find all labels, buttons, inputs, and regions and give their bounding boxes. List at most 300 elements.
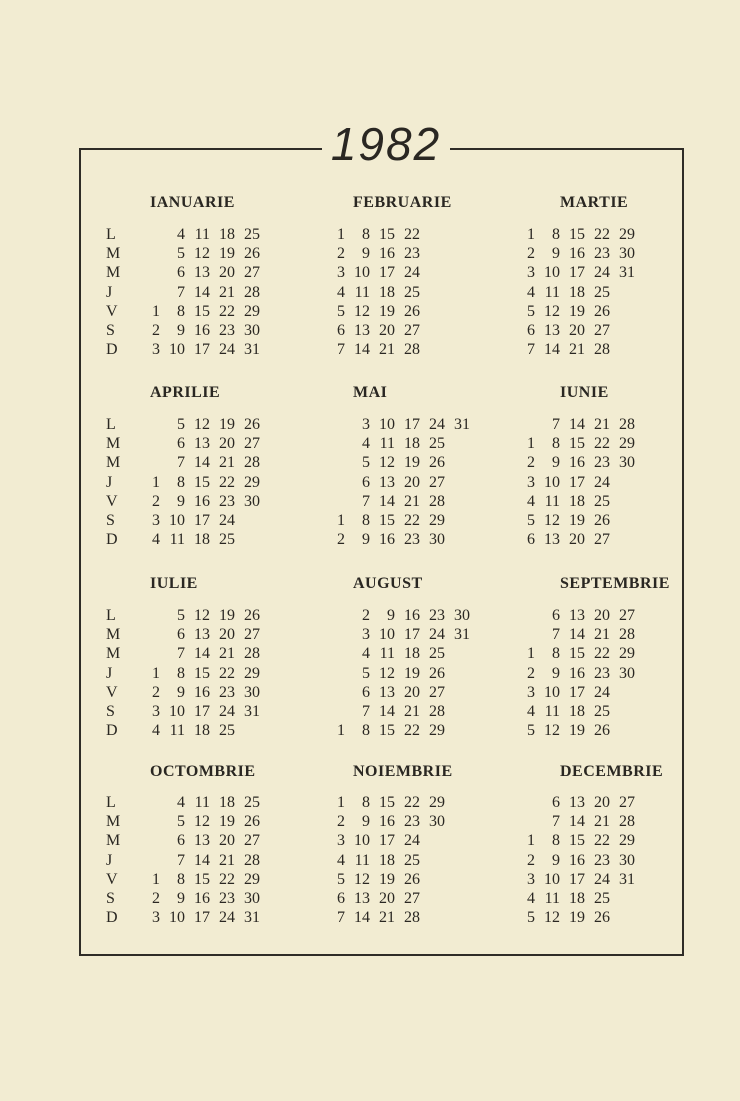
week-row: [515, 889, 685, 908]
date-cell: 2: [527, 851, 535, 869]
date-cell: 26: [244, 607, 260, 624]
date-cell: 22: [594, 832, 610, 850]
date-cell: 13: [544, 321, 560, 339]
date-cell: 15: [569, 435, 585, 453]
week-row: [140, 889, 310, 908]
week-row: [325, 511, 495, 530]
date-cell: 2: [527, 245, 535, 263]
date-cell: 13: [194, 626, 210, 644]
week-row: [325, 870, 495, 889]
month-title-mai: MAI: [353, 384, 388, 401]
date-cell: 3: [362, 626, 370, 644]
week-row: [325, 908, 495, 927]
month-title-aprilie: APRILIE: [150, 384, 221, 401]
date-cell: 29: [619, 832, 635, 850]
date-cell: 21: [594, 416, 610, 433]
date-cell: 27: [244, 435, 260, 453]
date-cell: 22: [219, 870, 235, 888]
date-cell: 11: [379, 645, 395, 663]
date-cell: 1: [527, 645, 535, 663]
date-cell: 6: [552, 607, 560, 624]
date-cell: 17: [379, 264, 395, 282]
day-letter: D: [106, 341, 118, 359]
week-row: [325, 851, 495, 870]
week-row: [140, 321, 310, 340]
date-cell: 24: [594, 264, 610, 282]
date-cell: 20: [594, 607, 610, 624]
date-cell: 6: [177, 626, 185, 644]
date-cell: 14: [354, 341, 370, 359]
date-cell: 17: [379, 832, 395, 850]
day-letter: M: [106, 645, 121, 663]
date-cell: 5: [527, 511, 535, 529]
date-cell: 22: [594, 226, 610, 243]
date-cell: 8: [362, 511, 370, 529]
date-cell: 25: [429, 645, 445, 663]
week-row: [325, 415, 495, 434]
week-row: [325, 283, 495, 302]
date-cell: 23: [219, 492, 235, 510]
week-row: [325, 683, 495, 702]
date-cell: 5: [527, 909, 535, 927]
date-cell: 2: [152, 321, 160, 339]
date-cell: 18: [569, 283, 585, 301]
date-cell: 16: [404, 607, 420, 624]
date-cell: 10: [544, 683, 560, 701]
week-row: [515, 625, 685, 644]
date-cell: 20: [219, 832, 235, 850]
day-letter: L: [106, 794, 116, 811]
date-cell: 17: [569, 473, 585, 491]
date-cell: 4: [362, 435, 370, 453]
date-cell: 1: [527, 226, 535, 243]
date-cell: 12: [544, 302, 560, 320]
date-cell: 15: [194, 473, 210, 491]
date-cell: 26: [244, 416, 260, 433]
date-cell: 12: [194, 607, 210, 624]
week-row: [140, 812, 310, 831]
date-cell: 6: [337, 321, 345, 339]
day-letter: D: [106, 722, 118, 740]
week-row: [325, 340, 495, 359]
week-row: [515, 511, 685, 530]
week-row: [325, 263, 495, 282]
date-cell: 16: [194, 683, 210, 701]
month-grid-aprilie: [140, 415, 310, 549]
day-letters-column: [106, 606, 126, 740]
date-cell: 23: [404, 813, 420, 831]
date-cell: 1: [527, 832, 535, 850]
date-cell: 7: [527, 341, 535, 359]
date-cell: 29: [429, 722, 445, 740]
month-grid-iulie: [140, 606, 310, 740]
date-cell: 18: [379, 851, 395, 869]
date-cell: 19: [569, 722, 585, 740]
week-row: [515, 831, 685, 850]
date-cell: 18: [194, 531, 210, 549]
week-row: [140, 664, 310, 683]
date-cell: 6: [177, 435, 185, 453]
date-cell: 2: [337, 531, 345, 549]
date-cell: 22: [404, 722, 420, 740]
date-cell: 17: [404, 626, 420, 644]
date-cell: 31: [454, 416, 470, 433]
date-cell: 29: [244, 870, 260, 888]
week-row: [515, 606, 685, 625]
date-cell: 31: [454, 626, 470, 644]
date-cell: 29: [244, 664, 260, 682]
date-cell: 3: [337, 832, 345, 850]
day-letter: S: [106, 511, 115, 529]
date-cell: 12: [354, 302, 370, 320]
date-cell: 27: [619, 794, 635, 811]
date-cell: 6: [177, 832, 185, 850]
week-row: [515, 321, 685, 340]
date-cell: 13: [354, 889, 370, 907]
date-cell: 9: [552, 851, 560, 869]
month-grid-martie: [515, 225, 685, 359]
date-cell: 13: [569, 607, 585, 624]
date-cell: 11: [194, 794, 210, 811]
month-grid-mai: [325, 415, 495, 549]
date-cell: 3: [152, 341, 160, 359]
date-cell: 13: [354, 321, 370, 339]
date-cell: 13: [544, 531, 560, 549]
date-cell: 17: [194, 702, 210, 720]
date-cell: 26: [244, 813, 260, 831]
date-cell: 17: [569, 264, 585, 282]
date-cell: 1: [152, 664, 160, 682]
date-cell: 28: [619, 813, 635, 831]
day-letter: M: [106, 245, 121, 263]
date-cell: 9: [552, 454, 560, 472]
date-cell: 21: [594, 813, 610, 831]
date-cell: 25: [219, 531, 235, 549]
date-cell: 18: [219, 226, 235, 243]
date-cell: 23: [594, 454, 610, 472]
date-cell: 4: [177, 794, 185, 811]
date-cell: 19: [569, 511, 585, 529]
date-cell: 4: [337, 283, 345, 301]
date-cell: 29: [429, 511, 445, 529]
week-row: [140, 244, 310, 263]
week-row: [515, 225, 685, 244]
date-cell: 20: [404, 683, 420, 701]
week-row: [325, 831, 495, 850]
date-cell: 14: [569, 813, 585, 831]
date-cell: 16: [379, 531, 395, 549]
date-cell: 7: [337, 341, 345, 359]
week-row: [515, 263, 685, 282]
week-row: [515, 530, 685, 549]
date-cell: 30: [619, 245, 635, 263]
month-title-martie: MARTIE: [560, 194, 629, 211]
date-cell: 8: [552, 832, 560, 850]
date-cell: 16: [194, 321, 210, 339]
date-cell: 6: [177, 264, 185, 282]
date-cell: 9: [387, 607, 395, 624]
week-row: [140, 721, 310, 740]
week-row: [140, 606, 310, 625]
date-cell: 10: [544, 264, 560, 282]
month-grid-ianuarie: [140, 225, 310, 359]
date-cell: 20: [379, 889, 395, 907]
date-cell: 18: [569, 889, 585, 907]
date-cell: 30: [619, 454, 635, 472]
date-cell: 1: [527, 435, 535, 453]
date-cell: 16: [194, 889, 210, 907]
date-cell: 5: [337, 870, 345, 888]
date-cell: 5: [362, 664, 370, 682]
date-cell: 25: [594, 492, 610, 510]
date-cell: 21: [219, 851, 235, 869]
date-cell: 25: [594, 283, 610, 301]
date-cell: 31: [244, 702, 260, 720]
date-cell: 25: [404, 851, 420, 869]
date-cell: 21: [219, 283, 235, 301]
date-cell: 8: [362, 794, 370, 811]
date-cell: 28: [404, 341, 420, 359]
date-cell: 28: [429, 702, 445, 720]
date-cell: 10: [544, 870, 560, 888]
day-letters-column: [106, 225, 126, 359]
date-cell: 24: [429, 626, 445, 644]
date-cell: 20: [569, 531, 585, 549]
date-cell: 16: [569, 245, 585, 263]
day-letter: L: [106, 416, 116, 433]
date-cell: 1: [337, 226, 345, 243]
date-cell: 14: [569, 416, 585, 433]
date-cell: 20: [219, 626, 235, 644]
date-cell: 22: [219, 302, 235, 320]
date-cell: 28: [594, 341, 610, 359]
date-cell: 30: [244, 321, 260, 339]
date-cell: 11: [169, 531, 185, 549]
date-cell: 10: [169, 511, 185, 529]
date-cell: 21: [219, 454, 235, 472]
date-cell: 16: [569, 454, 585, 472]
day-letter: S: [106, 889, 115, 907]
date-cell: 19: [219, 607, 235, 624]
date-cell: 8: [177, 664, 185, 682]
date-cell: 14: [194, 454, 210, 472]
date-cell: 18: [569, 492, 585, 510]
date-cell: 6: [527, 321, 535, 339]
date-cell: 15: [194, 870, 210, 888]
date-cell: 15: [194, 302, 210, 320]
date-cell: 26: [429, 664, 445, 682]
date-cell: 14: [379, 492, 395, 510]
month-grid-noiembrie: [325, 793, 495, 927]
date-cell: 12: [544, 511, 560, 529]
date-cell: 27: [244, 832, 260, 850]
date-cell: 5: [337, 302, 345, 320]
date-cell: 10: [379, 626, 395, 644]
date-cell: 7: [337, 909, 345, 927]
date-cell: 23: [219, 683, 235, 701]
date-cell: 15: [379, 226, 395, 243]
date-cell: 14: [544, 341, 560, 359]
calendar-year: 1982: [322, 116, 450, 172]
week-row: [140, 702, 310, 721]
date-cell: 6: [362, 473, 370, 491]
date-cell: 29: [619, 226, 635, 243]
date-cell: 8: [552, 226, 560, 243]
date-cell: 9: [362, 245, 370, 263]
date-cell: 17: [569, 870, 585, 888]
date-cell: 3: [527, 683, 535, 701]
date-cell: 21: [594, 626, 610, 644]
date-cell: 12: [544, 909, 560, 927]
date-cell: 28: [244, 645, 260, 663]
date-cell: 13: [194, 435, 210, 453]
week-row: [140, 283, 310, 302]
date-cell: 20: [594, 794, 610, 811]
month-title-iunie: IUNIE: [560, 384, 609, 401]
date-cell: 26: [594, 722, 610, 740]
date-cell: 18: [404, 435, 420, 453]
date-cell: 12: [354, 870, 370, 888]
date-cell: 27: [404, 889, 420, 907]
week-row: [325, 225, 495, 244]
date-cell: 11: [544, 889, 560, 907]
week-row: [515, 851, 685, 870]
date-cell: 17: [194, 341, 210, 359]
week-row: [515, 453, 685, 472]
date-cell: 9: [362, 531, 370, 549]
date-cell: 5: [177, 607, 185, 624]
date-cell: 4: [177, 226, 185, 243]
week-row: [140, 263, 310, 282]
date-cell: 15: [569, 226, 585, 243]
date-cell: 3: [527, 473, 535, 491]
date-cell: 17: [194, 909, 210, 927]
date-cell: 30: [429, 813, 445, 831]
date-cell: 4: [152, 722, 160, 740]
week-row: [140, 225, 310, 244]
date-cell: 9: [177, 492, 185, 510]
date-cell: 19: [219, 813, 235, 831]
date-cell: 20: [219, 435, 235, 453]
date-cell: 3: [152, 909, 160, 927]
date-cell: 29: [244, 473, 260, 491]
date-cell: 16: [379, 245, 395, 263]
date-cell: 5: [177, 245, 185, 263]
date-cell: 19: [219, 245, 235, 263]
date-cell: 11: [354, 283, 370, 301]
week-row: [515, 721, 685, 740]
date-cell: 24: [404, 264, 420, 282]
date-cell: 21: [404, 702, 420, 720]
week-row: [140, 683, 310, 702]
date-cell: 2: [337, 245, 345, 263]
date-cell: 21: [219, 645, 235, 663]
date-cell: 2: [527, 664, 535, 682]
month-grid-iunie: [515, 415, 685, 549]
date-cell: 24: [429, 416, 445, 433]
date-cell: 10: [169, 341, 185, 359]
date-cell: 20: [219, 264, 235, 282]
date-cell: 28: [244, 283, 260, 301]
month-title-septembrie: SEPTEMBRIE: [560, 575, 670, 592]
date-cell: 31: [619, 870, 635, 888]
day-letter: M: [106, 813, 121, 831]
date-cell: 13: [569, 794, 585, 811]
date-cell: 26: [594, 511, 610, 529]
date-cell: 5: [527, 722, 535, 740]
date-cell: 9: [552, 245, 560, 263]
day-letter: S: [106, 321, 115, 339]
date-cell: 14: [194, 645, 210, 663]
date-cell: 2: [527, 454, 535, 472]
date-cell: 29: [429, 794, 445, 811]
date-cell: 13: [194, 264, 210, 282]
date-cell: 28: [244, 454, 260, 472]
date-cell: 1: [337, 511, 345, 529]
date-cell: 7: [552, 813, 560, 831]
date-cell: 12: [194, 813, 210, 831]
date-cell: 7: [177, 645, 185, 663]
day-letter: M: [106, 626, 121, 644]
date-cell: 9: [552, 664, 560, 682]
date-cell: 7: [362, 702, 370, 720]
date-cell: 10: [169, 909, 185, 927]
date-cell: 25: [594, 702, 610, 720]
week-row: [325, 434, 495, 453]
date-cell: 25: [594, 889, 610, 907]
date-cell: 21: [379, 341, 395, 359]
date-cell: 3: [362, 416, 370, 433]
date-cell: 25: [219, 722, 235, 740]
date-cell: 30: [619, 851, 635, 869]
date-cell: 29: [244, 302, 260, 320]
date-cell: 27: [429, 473, 445, 491]
date-cell: 10: [544, 473, 560, 491]
date-cell: 23: [404, 531, 420, 549]
week-row: [325, 321, 495, 340]
date-cell: 26: [404, 870, 420, 888]
date-cell: 13: [379, 473, 395, 491]
week-row: [325, 721, 495, 740]
date-cell: 27: [594, 321, 610, 339]
date-cell: 23: [594, 245, 610, 263]
day-letter: D: [106, 531, 118, 549]
date-cell: 22: [219, 473, 235, 491]
date-cell: 11: [194, 226, 210, 243]
week-row: [140, 530, 310, 549]
date-cell: 30: [454, 607, 470, 624]
day-letter: S: [106, 702, 115, 720]
week-row: [140, 511, 310, 530]
date-cell: 22: [404, 511, 420, 529]
week-row: [140, 793, 310, 812]
date-cell: 19: [379, 870, 395, 888]
date-cell: 1: [152, 302, 160, 320]
week-row: [515, 415, 685, 434]
date-cell: 9: [177, 889, 185, 907]
date-cell: 14: [379, 702, 395, 720]
date-cell: 12: [194, 416, 210, 433]
date-cell: 16: [569, 664, 585, 682]
date-cell: 23: [219, 889, 235, 907]
month-grid-octombrie: [140, 793, 310, 927]
week-row: [515, 908, 685, 927]
date-cell: 3: [527, 264, 535, 282]
date-cell: 25: [404, 283, 420, 301]
month-title-octombrie: OCTOMBRIE: [150, 763, 256, 780]
date-cell: 27: [619, 607, 635, 624]
date-cell: 24: [219, 511, 235, 529]
